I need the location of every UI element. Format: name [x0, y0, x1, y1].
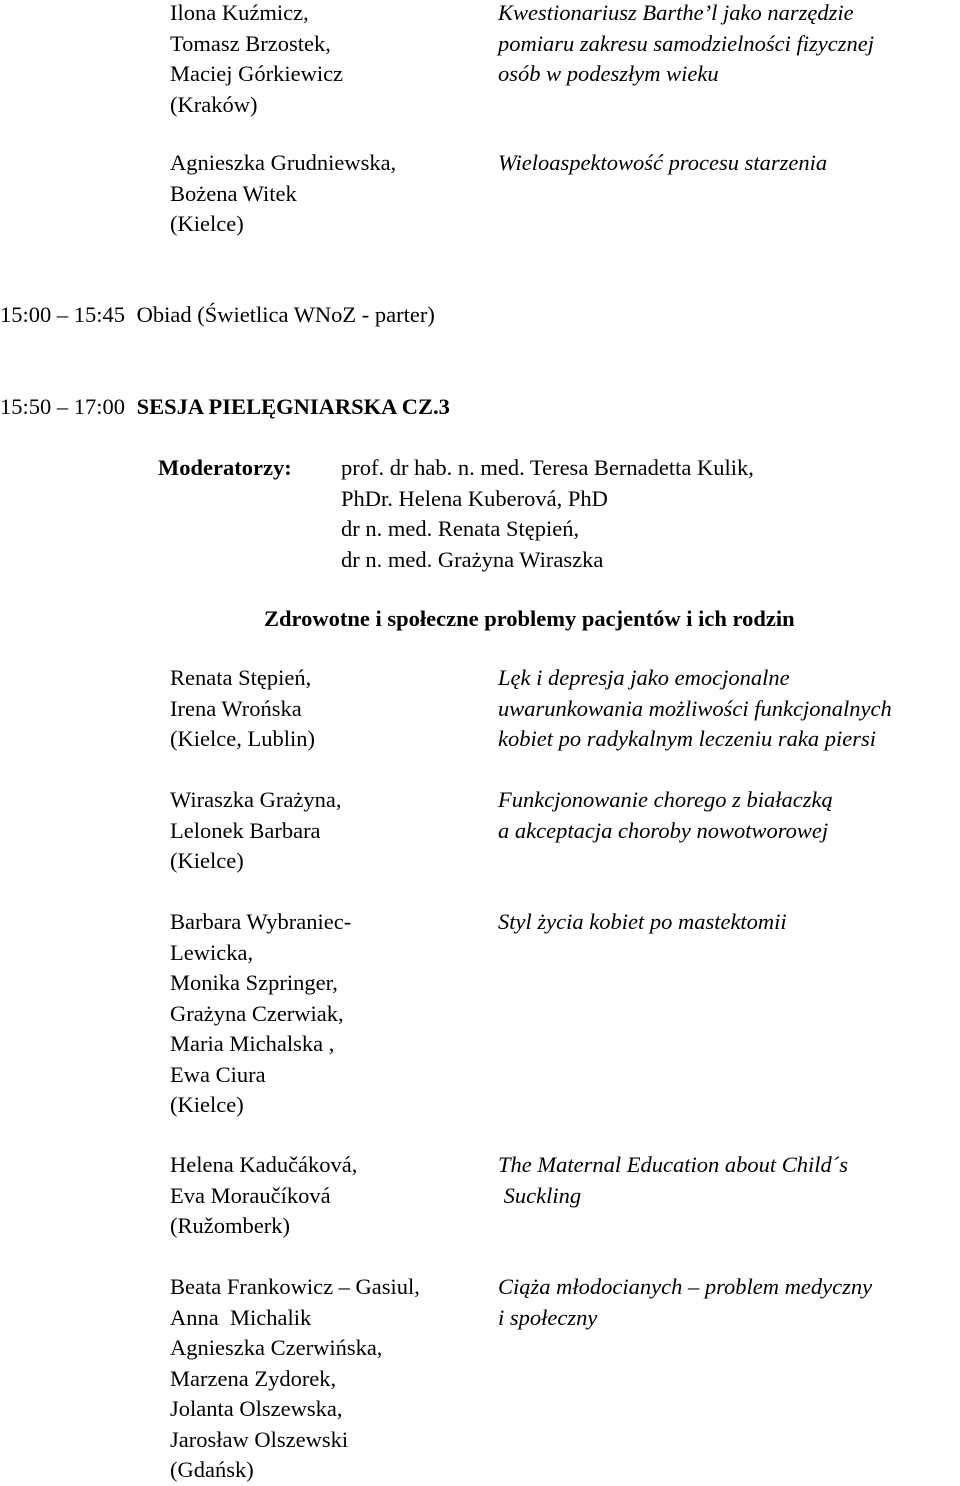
title-line: pomiaru zakresu samodzielności fizycznej — [498, 30, 875, 56]
authors-block — [170, 907, 351, 1121]
author-line: Maria Michalska , — [170, 1031, 335, 1056]
author-line: (Kielce) — [170, 848, 244, 873]
authors-block — [170, 0, 343, 120]
talk-title-block — [498, 785, 833, 846]
author-line: Barbara Wybraniec- — [170, 909, 352, 934]
author-line: (Ružomberk) — [170, 1213, 290, 1238]
author-line: (Kraków) — [170, 91, 258, 117]
authors-block — [170, 663, 315, 755]
title-line: Wieloaspektowość procesu starzenia — [498, 150, 828, 175]
author-line: Lelonek Barbara — [170, 817, 321, 843]
author-line: Grażyna Czerwiak, — [170, 1000, 344, 1026]
author-line: Tomasz Brzostek, — [170, 30, 331, 56]
author-line: Ewa Ciura — [170, 1061, 266, 1087]
title-line: Funkcjonowanie chorego z białaczką — [498, 787, 833, 812]
author-line: Wiraszka Grażyna, — [170, 787, 342, 812]
authors-block — [170, 1150, 357, 1242]
moderators-list — [341, 453, 754, 575]
title-line: Ciąża młodocianych – problem medyczny — [498, 1274, 873, 1299]
author-line: Agnieszka Czerwińska, — [170, 1335, 383, 1360]
talk-title-block — [498, 1150, 848, 1211]
lunch-row — [0, 300, 435, 331]
session-topic: Zdrowotne i społeczne problemy pacjentów i ich rodzin — [264, 606, 795, 631]
lunch-label: Obiad (Świetlica WNoZ - parter) — [136, 302, 435, 327]
authors-block — [170, 148, 396, 240]
author-line: Agnieszka Grudniewska, — [170, 150, 397, 175]
session-row — [0, 392, 450, 423]
author-line: (Gdańsk) — [170, 1457, 254, 1482]
author-line: Maciej Górkiewicz — [170, 61, 344, 86]
session-title: SESJA PIELĘGNIARSKA CZ.3 — [136, 394, 450, 419]
title-line: The Maternal Education about Child´s — [498, 1152, 848, 1177]
title-line: Kwestionariusz Barthe’l jako narzędzie — [498, 0, 854, 25]
talk-title-block — [498, 1272, 872, 1333]
author-line: Bożena Witek — [170, 180, 297, 206]
title-line: osób w podeszłym wieku — [498, 61, 719, 86]
author-line: (Kielce) — [170, 211, 244, 236]
title-line: uwarunkowania możliwości funkcjonalnych — [498, 695, 892, 721]
talk-title-block — [498, 0, 874, 90]
author-line: (Kielce, Lublin) — [170, 726, 315, 751]
moderators-label: Moderatorzy: — [158, 455, 292, 480]
title-line: Lęk i depresja jako emocjonalne — [498, 665, 790, 690]
talk-title-block — [498, 907, 787, 938]
talk-title-block — [498, 148, 827, 179]
title-line: i społeczny — [498, 1304, 598, 1330]
title-line: a akceptacja choroby nowotworowej — [498, 817, 829, 843]
moderator-line: prof. dr hab. n. med. Teresa Bernadetta Kulik, — [341, 455, 754, 480]
author-line: Marzena Zydorek, — [170, 1365, 337, 1391]
author-line: Jolanta Olszewska, — [170, 1396, 343, 1421]
lunch-time: 15:00 – 15:45 — [0, 302, 126, 327]
author-line: Lewicka, — [170, 939, 254, 965]
author-line: Helena Kadučáková, — [170, 1152, 358, 1177]
author-line: Renata Stępień, — [170, 665, 312, 690]
author-line: Ilona Kuźmicz, — [170, 0, 309, 25]
authors-block — [170, 1272, 420, 1486]
author-line: Monika Szpringer, — [170, 970, 338, 995]
authors-block — [170, 785, 342, 877]
title-line: Styl życia kobiet po mastektomii — [498, 909, 787, 934]
moderator-line: PhDr. Helena Kuberová, PhD — [341, 485, 608, 511]
session-time: 15:50 – 17:00 — [0, 394, 126, 419]
moderator-line: dr n. med. Renata Stępień, — [341, 516, 580, 541]
talk-title-block — [498, 663, 892, 755]
author-line: (Kielce) — [170, 1092, 244, 1117]
author-line: Beata Frankowicz – Gasiul, — [170, 1274, 420, 1299]
author-line: Irena Wrońska — [170, 695, 302, 721]
title-line: kobiet po radykalnym leczeniu raka piersi — [498, 726, 877, 751]
title-line: Suckling — [498, 1182, 582, 1208]
moderator-line: dr n. med. Grażyna Wiraszka — [341, 546, 604, 572]
author-line: Jarosław Olszewski — [170, 1426, 349, 1452]
author-line: Anna Michalik — [170, 1304, 312, 1330]
author-line: Eva Moraučíková — [170, 1182, 331, 1208]
